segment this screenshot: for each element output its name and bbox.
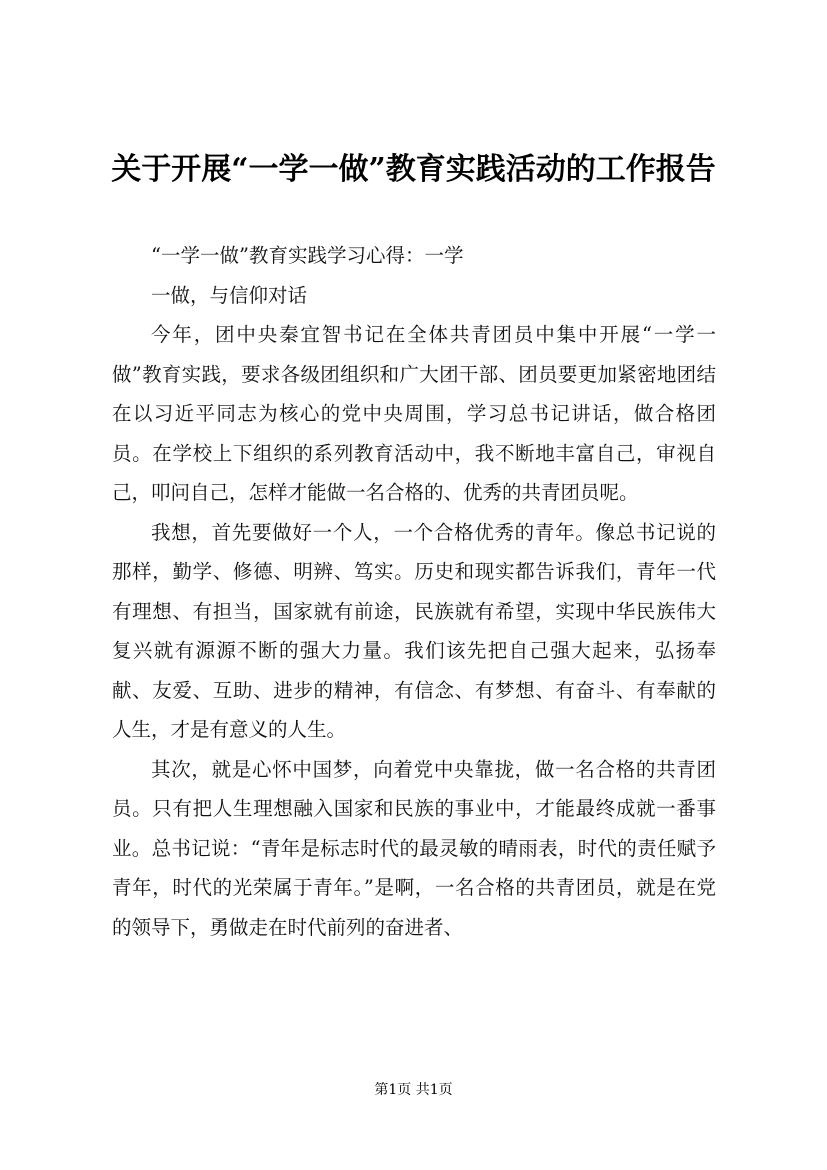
page-footer: 第1页 共1页 [374,1082,453,1098]
paragraph: 一做，与信仰对话 [151,283,308,307]
paragraph: 其次，就是心怀中国梦，向着党中央靠拢，做一名合格的共青团员。只有把人生理想融入国家和民族的事业中，才能最终成就一番事业。总书记说：“青年是标志时代的最灵敏的晴雨表，时代的责任赋予青年，时代的光荣属于青年。”是啊，一名合格的共青团员，就是在党的领导下，勇做走在时代前列的奋进者、 [112,757,716,939]
paragraph: “一学一做”教育实践学习心得：一学 [151,244,464,267]
paragraph: 我想，首先要做好一个人，一个合格优秀的青年。像总书记说的那样，勤学、修德、明辨、笃实。历史和现实都告诉我们，青年一代有理想、有担当，国家就有前途，民族就有希望，实现中华民族伟大复兴就有源源不断的强大力量。我们该先把自己强大起来，弘扬奉献、友爱、互助、进步的精神，有信念、有梦想、有奋斗、有奉献的人生，才是有意义的人生。 [112,520,716,741]
paragraph: 今年，团中央秦宜智书记在全体共青团员中集中开展“一学一做”教育实践，要求各级团组织和广大团干部、团员要更加紧密地团结在以习近平同志为核心的党中央周围，学习总书记讲话，做合格团员。在学校上下组织的系列教育活动中，我不断地丰富自己，审视自己，叩问自己，怎样才能做一名合格的、优秀的共青团员呢。 [112,323,716,504]
document-body [112,236,716,947]
page-title: 关于开展“一学一做”教育实践活动的工作报告 [111,152,716,187]
